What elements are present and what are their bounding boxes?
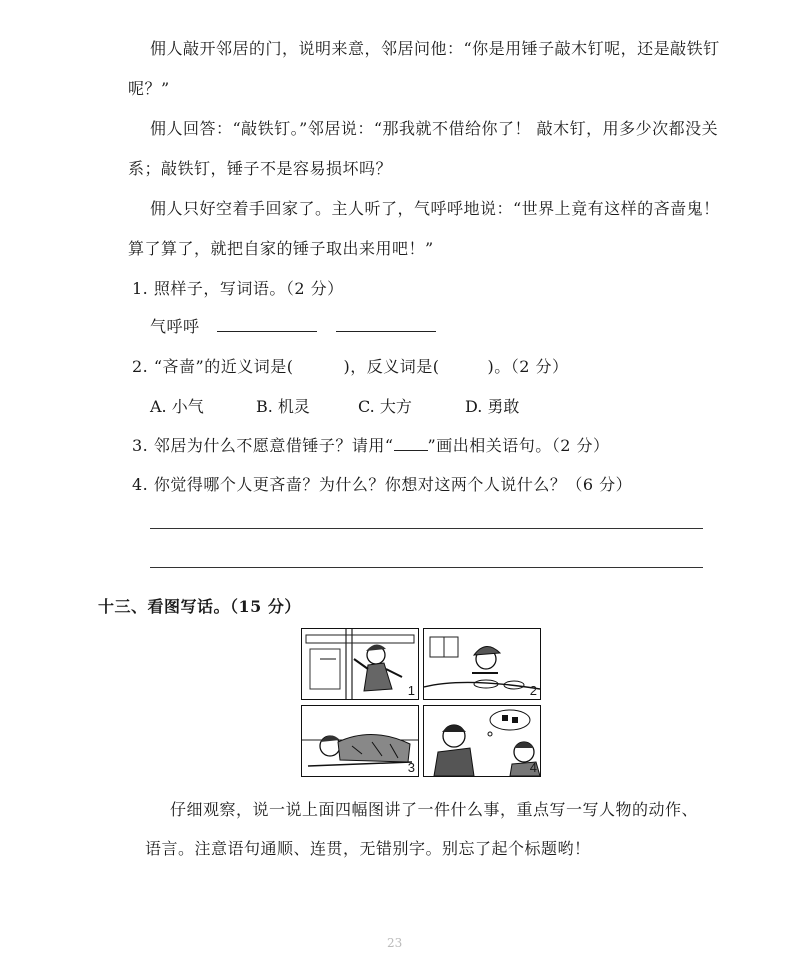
panel-4-number: 4 <box>529 760 537 775</box>
story-p2-line2: 系；敲铁钉，锤子不是容易损坏吗？ <box>128 159 393 178</box>
q2-option-c[interactable]: C. 大方 <box>358 397 412 416</box>
panel-2-number: 2 <box>529 683 537 698</box>
boy-thinking-illustration <box>424 706 540 776</box>
page-number: 23 <box>387 936 403 950</box>
q2-text-1: 2. “吝啬”的近义词是( <box>132 357 294 376</box>
panel-3-number: 3 <box>407 760 415 775</box>
q4-answer-line-1[interactable] <box>150 528 703 529</box>
q3-underline-mark <box>394 438 428 451</box>
q2-option-b[interactable]: B. 机灵 <box>256 397 310 416</box>
picture-panel-1 <box>301 628 419 700</box>
writing-instruction-line1: 仔细观察，说一说上面四幅图讲了一件什么事，重点写一写人物的动作、 <box>170 800 699 819</box>
q3-text-2: ”画出相关语句。（2 分） <box>427 436 610 455</box>
q2-text-2: )，反义词是( <box>343 357 440 376</box>
q3-text-1: 3. 邻居为什么不愿意借锤子？请用“ <box>132 436 394 455</box>
picture-panel-4 <box>423 705 541 777</box>
picture-panel-3 <box>301 705 419 777</box>
story-p2-line1: 佣人回答：“敲铁钉。”邻居说：“那我就不借给你了！ 敲木钉，用多少次都没关 <box>150 119 719 138</box>
writing-instruction-line2: 语言。注意语句通顺、连贯，无错别字。别忘了起个标题哟！ <box>145 839 591 858</box>
q2-text-3: )。（2 分） <box>487 357 569 376</box>
q2-option-a[interactable]: A. 小气 <box>150 397 204 416</box>
story-p1-line2: 呢？” <box>128 79 170 98</box>
question-2 <box>132 354 568 377</box>
question-1: 1. 照样子，写词语。（2 分） <box>132 279 344 298</box>
story-p3-line1: 佣人只好空着手回家了。主人听了，气呼呼地说：“世界上竟有这样的吝啬鬼！ <box>150 199 720 218</box>
story-p1-line1: 佣人敲开邻居的门，说明来意，邻居问他：“你是用锤子敲木钉呢，还是敲铁钉 <box>150 39 720 58</box>
q1-answer-blank-2[interactable] <box>336 331 436 332</box>
boy-leaving-door-illustration <box>302 629 418 699</box>
q2-option-d[interactable]: D. 勇敢 <box>465 397 520 416</box>
question-3 <box>132 433 610 456</box>
q4-answer-line-2[interactable] <box>150 567 703 568</box>
panel-1-number: 1 <box>407 683 415 698</box>
q1-answer-blank-1[interactable] <box>217 331 317 332</box>
section-13-title: 十三、看图写话。（15 分） <box>98 597 301 616</box>
boy-eating-at-table-illustration <box>424 629 540 699</box>
boy-sleeping-in-bed-illustration <box>302 706 418 776</box>
picture-panel-2 <box>423 628 541 700</box>
question-4: 4. 你觉得哪个人更吝啬？为什么？你想对这两个人说什么？（6 分） <box>132 475 633 494</box>
story-p3-line2: 算了算了，就把自家的锤子取出来用吧！” <box>128 239 434 258</box>
question-1-example: 气呼呼 <box>150 317 200 336</box>
